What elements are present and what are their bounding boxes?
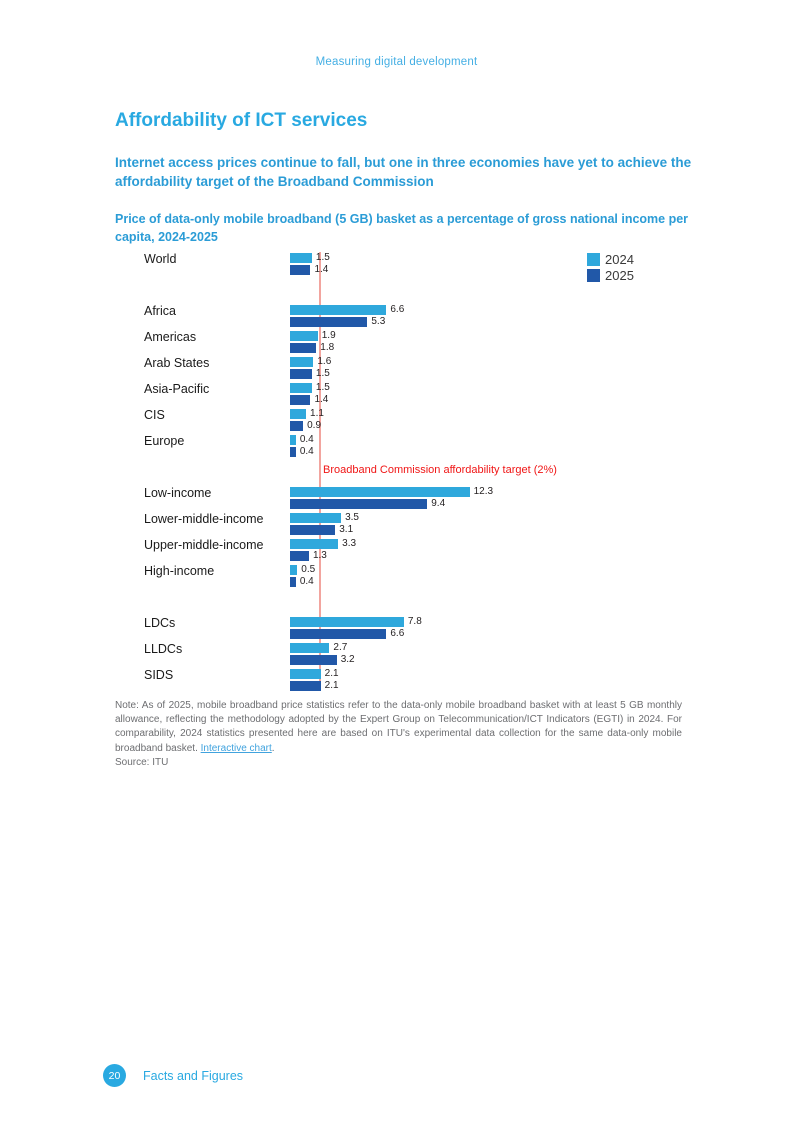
value-label: 2.1 bbox=[324, 679, 339, 691]
bar-line bbox=[290, 420, 710, 431]
value-label: 3.3 bbox=[342, 537, 357, 549]
bar-2025 bbox=[290, 681, 321, 691]
category-bars bbox=[290, 562, 710, 588]
value-label: 1.5 bbox=[315, 251, 330, 263]
bar-line bbox=[290, 680, 710, 691]
value-label: 1.5 bbox=[315, 381, 330, 393]
bar-2025 bbox=[290, 369, 312, 379]
chart-row bbox=[144, 510, 710, 536]
bar-line bbox=[290, 538, 710, 549]
bar-2025 bbox=[290, 629, 386, 639]
bar-2024 bbox=[290, 617, 404, 627]
target-label-row bbox=[144, 458, 710, 484]
bar-2024 bbox=[290, 253, 312, 263]
category-bars bbox=[290, 432, 710, 458]
value-label: 9.4 bbox=[431, 497, 446, 509]
category-bars bbox=[290, 406, 710, 432]
chart-row bbox=[144, 302, 710, 328]
bar-2024 bbox=[290, 305, 386, 315]
bar-line bbox=[290, 642, 710, 653]
bar-2024 bbox=[290, 487, 470, 497]
bar-2024 bbox=[290, 409, 306, 419]
bar-line bbox=[290, 264, 710, 275]
bar-line bbox=[290, 498, 710, 509]
bar-2025 bbox=[290, 395, 310, 405]
bar-2024 bbox=[290, 435, 296, 445]
category-label: SIDS bbox=[144, 668, 174, 682]
bar-2025 bbox=[290, 265, 310, 275]
value-label: 12.3 bbox=[473, 485, 494, 497]
category-bars bbox=[290, 536, 710, 562]
category-label: Upper-middle-income bbox=[144, 538, 264, 552]
value-label: 5.3 bbox=[371, 315, 386, 327]
footer bbox=[103, 1064, 243, 1087]
chart-spacer bbox=[144, 276, 710, 302]
value-label: 1.8 bbox=[320, 341, 335, 353]
bar-2024 bbox=[290, 331, 318, 341]
category-bars bbox=[290, 484, 710, 510]
bar-2025 bbox=[290, 655, 337, 665]
bar-2024 bbox=[290, 383, 312, 393]
bar-line bbox=[290, 434, 710, 445]
chart-row bbox=[144, 250, 710, 276]
bar-line bbox=[290, 628, 710, 639]
note bbox=[115, 699, 682, 756]
bar-line bbox=[290, 330, 710, 341]
bar-2024 bbox=[290, 565, 297, 575]
value-label: 0.4 bbox=[299, 445, 314, 457]
chart bbox=[144, 250, 710, 695]
bar-2025 bbox=[290, 317, 367, 327]
footer-text: Facts and Figures bbox=[143, 1068, 244, 1083]
bar-line bbox=[290, 654, 710, 665]
category-bars bbox=[290, 354, 710, 380]
chart-row bbox=[144, 536, 710, 562]
value-label: 6.6 bbox=[390, 627, 405, 639]
bar-2025 bbox=[290, 421, 303, 431]
bar-line bbox=[290, 564, 710, 575]
chart-row bbox=[144, 406, 710, 432]
category-label: World bbox=[144, 252, 177, 266]
value-label: 1.3 bbox=[312, 549, 327, 561]
bar-2024 bbox=[290, 539, 338, 549]
bar-line bbox=[290, 408, 710, 419]
bar-line bbox=[290, 668, 710, 679]
category-label: Europe bbox=[144, 434, 185, 448]
bar-2025 bbox=[290, 525, 335, 535]
category-label: CIS bbox=[144, 408, 165, 422]
bar-line bbox=[290, 342, 710, 353]
value-label: 2.7 bbox=[333, 641, 348, 653]
bar-2024 bbox=[290, 643, 329, 653]
running-header: Measuring digital development bbox=[315, 56, 478, 68]
chart-row bbox=[144, 562, 710, 588]
bar-2025 bbox=[290, 551, 309, 561]
category-label: Arab States bbox=[144, 356, 210, 370]
bar-2025 bbox=[290, 447, 296, 457]
bar-2025 bbox=[290, 343, 316, 353]
category-label: Low-income bbox=[144, 486, 212, 500]
value-label: 1.1 bbox=[310, 407, 324, 419]
value-label: 1.5 bbox=[315, 367, 330, 379]
note-period: . bbox=[271, 742, 275, 754]
value-label: 1.9 bbox=[321, 329, 336, 341]
bar-line bbox=[290, 616, 710, 627]
category-bars bbox=[290, 510, 710, 536]
bar-line bbox=[290, 524, 710, 535]
value-label: 3.5 bbox=[345, 511, 359, 523]
bar-2024 bbox=[290, 357, 313, 367]
category-label: Asia-Pacific bbox=[144, 382, 210, 396]
value-label: 0.9 bbox=[307, 419, 322, 431]
category-bars bbox=[290, 640, 710, 666]
legend-label-2024: 2024 bbox=[605, 252, 634, 267]
category-label: Lower-middle-income bbox=[144, 512, 264, 526]
chart-row bbox=[144, 380, 710, 406]
value-label: 6.6 bbox=[390, 303, 405, 315]
category-label: LLDCs bbox=[144, 642, 183, 656]
note-text: Note: As of 2025, mobile broadband price statistics refer to the data-only mobile broadband basket with at least 5 GB monthly allowance, reflecting the methodology adopted by the Expert Group on Telecommunication/ICT Indicators (EGTI) in 2024. For comparability, 2024 statistics presented here are based on ITU's experimental data collection for the same data-only mobile broadband basket. bbox=[115, 700, 682, 754]
value-label: 7.8 bbox=[407, 615, 422, 627]
category-bars bbox=[290, 328, 710, 354]
bar-line bbox=[290, 512, 710, 523]
chart-spacer bbox=[144, 588, 710, 614]
bar-2025 bbox=[290, 499, 427, 509]
subtitle: Internet access prices continue to fall, but one in three economies have yet to achieve the affordability target of the Broadband Commission bbox=[115, 155, 692, 189]
bar-line bbox=[290, 368, 710, 379]
bar-line bbox=[290, 382, 710, 393]
value-label: 1.6 bbox=[317, 355, 332, 367]
chart-title: Price of data-only mobile broadband (5 GB) basket as a percentage of gross national income per capita, 2024-2025 bbox=[115, 212, 689, 244]
bar-2024 bbox=[290, 513, 341, 523]
source-text: Source: ITU bbox=[115, 757, 169, 768]
category-label: Africa bbox=[144, 304, 176, 318]
category-label: LDCs bbox=[144, 616, 176, 630]
bar-line bbox=[290, 356, 710, 367]
legend-label-2025: 2025 bbox=[605, 268, 634, 283]
page-number-badge: 20 bbox=[103, 1064, 126, 1087]
value-label: 1.4 bbox=[314, 393, 329, 405]
chart-row bbox=[144, 432, 710, 458]
category-bars bbox=[290, 302, 710, 328]
value-label: 0.4 bbox=[299, 433, 314, 445]
chart-row bbox=[144, 666, 710, 692]
bar-line bbox=[290, 446, 710, 457]
chart-row bbox=[144, 640, 710, 666]
chart-row bbox=[144, 328, 710, 354]
value-label: 0.4 bbox=[299, 575, 314, 587]
category-bars bbox=[290, 250, 710, 276]
bar-2024 bbox=[290, 669, 321, 679]
page-title: Affordability of ICT services bbox=[115, 110, 368, 131]
bar-line bbox=[290, 252, 710, 263]
value-label: 3.2 bbox=[340, 653, 355, 665]
value-label: 0.5 bbox=[301, 563, 316, 575]
bar-line bbox=[290, 394, 710, 405]
bar-line bbox=[290, 550, 710, 561]
category-bars bbox=[290, 614, 710, 640]
value-label: 2.1 bbox=[324, 667, 339, 679]
bar-line bbox=[290, 304, 710, 315]
category-label: Americas bbox=[144, 330, 197, 344]
bar-line bbox=[290, 576, 710, 587]
bar-2025 bbox=[290, 577, 296, 587]
chart-row bbox=[144, 484, 710, 510]
category-bars bbox=[290, 380, 710, 406]
chart-row bbox=[144, 614, 710, 640]
bar-line bbox=[290, 316, 710, 327]
chart-row bbox=[144, 354, 710, 380]
category-label: High-income bbox=[144, 564, 215, 578]
interactive-chart-link[interactable]: Interactive chart bbox=[200, 742, 272, 754]
value-label: 1.4 bbox=[314, 263, 329, 275]
value-label: 3.1 bbox=[339, 523, 354, 535]
bar-line bbox=[290, 486, 710, 497]
target-line-label: Broadband Commission affordability target (2%) bbox=[323, 464, 557, 476]
category-bars bbox=[290, 666, 710, 692]
